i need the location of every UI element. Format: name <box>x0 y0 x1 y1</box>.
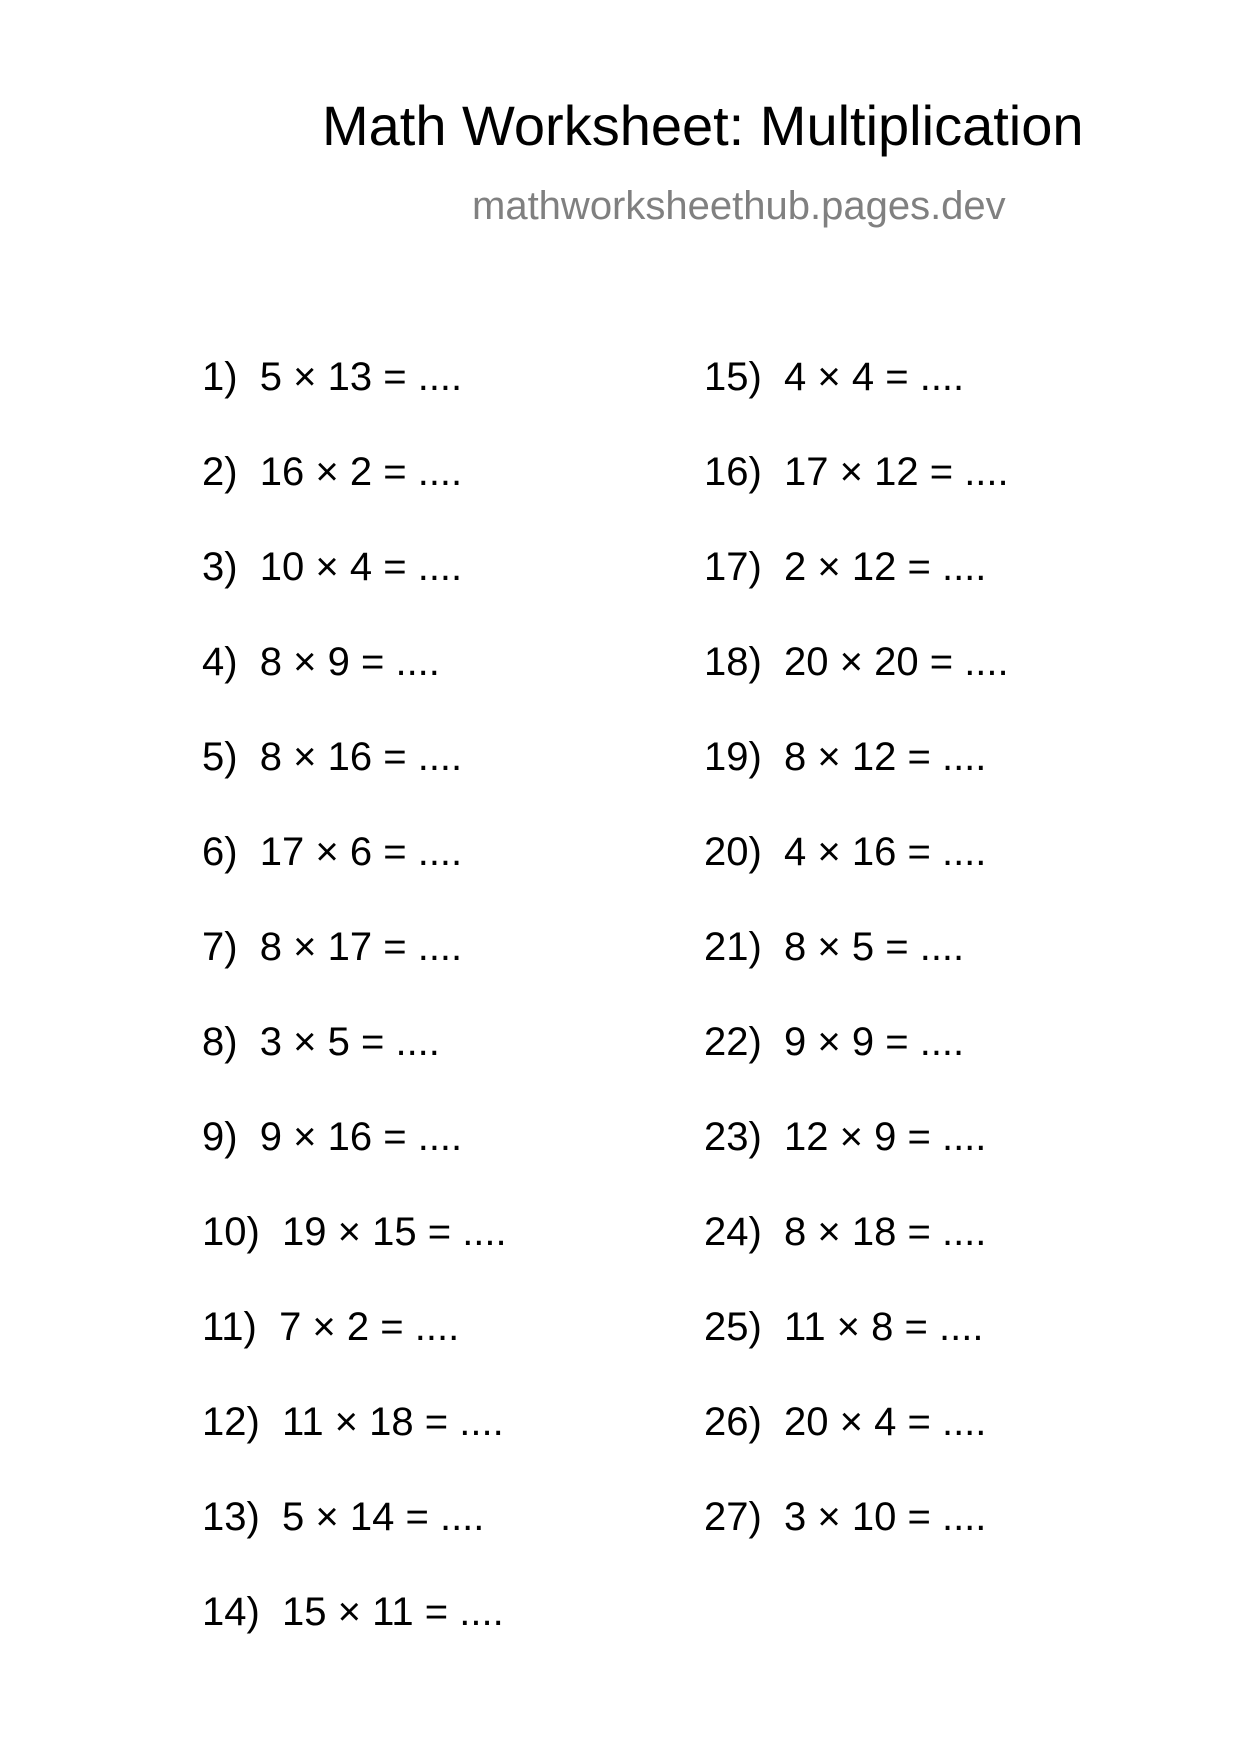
problem-19: 19) 8 × 12 = .... <box>704 735 987 779</box>
problem-14: 14) 15 × 11 = .... <box>202 1590 504 1634</box>
problems-column-right <box>704 353 1009 1588</box>
problem-26: 26) 20 × 4 = .... <box>704 1400 987 1444</box>
problem-7: 7) 8 × 17 = .... <box>202 925 463 969</box>
problem-10: 10) 19 × 15 = .... <box>202 1210 507 1254</box>
problem-24: 24) 8 × 18 = .... <box>704 1210 987 1254</box>
worksheet-title: Math Worksheet: Multiplication <box>322 94 1084 157</box>
problems-column-left <box>202 353 507 1683</box>
problem-11: 11) 7 × 2 = .... <box>202 1305 460 1349</box>
problem-13: 13) 5 × 14 = .... <box>202 1495 485 1539</box>
problem-12: 12) 11 × 18 = .... <box>202 1400 504 1444</box>
problem-21: 21) 8 × 5 = .... <box>704 925 965 969</box>
problem-18: 18) 20 × 20 = .... <box>704 640 1009 684</box>
website-url: mathworksheethub.pages.dev <box>472 184 1006 228</box>
problem-22: 22) 9 × 9 = .... <box>704 1020 965 1064</box>
problem-17: 17) 2 × 12 = .... <box>704 545 987 589</box>
problem-8: 8) 3 × 5 = .... <box>202 1020 440 1064</box>
problem-1: 1) 5 × 13 = .... <box>202 355 463 399</box>
problem-16: 16) 17 × 12 = .... <box>704 450 1009 494</box>
problem-25: 25) 11 × 8 = .... <box>704 1305 984 1349</box>
problem-23: 23) 12 × 9 = .... <box>704 1115 987 1159</box>
problem-2: 2) 16 × 2 = .... <box>202 450 463 494</box>
problem-15: 15) 4 × 4 = .... <box>704 355 965 399</box>
problem-3: 3) 10 × 4 = .... <box>202 545 463 589</box>
problem-5: 5) 8 × 16 = .... <box>202 735 463 779</box>
problem-6: 6) 17 × 6 = .... <box>202 830 463 874</box>
problem-27: 27) 3 × 10 = .... <box>704 1495 987 1539</box>
problem-20: 20) 4 × 16 = .... <box>704 830 987 874</box>
problem-4: 4) 8 × 9 = .... <box>202 640 440 684</box>
problem-9: 9) 9 × 16 = .... <box>202 1115 463 1159</box>
